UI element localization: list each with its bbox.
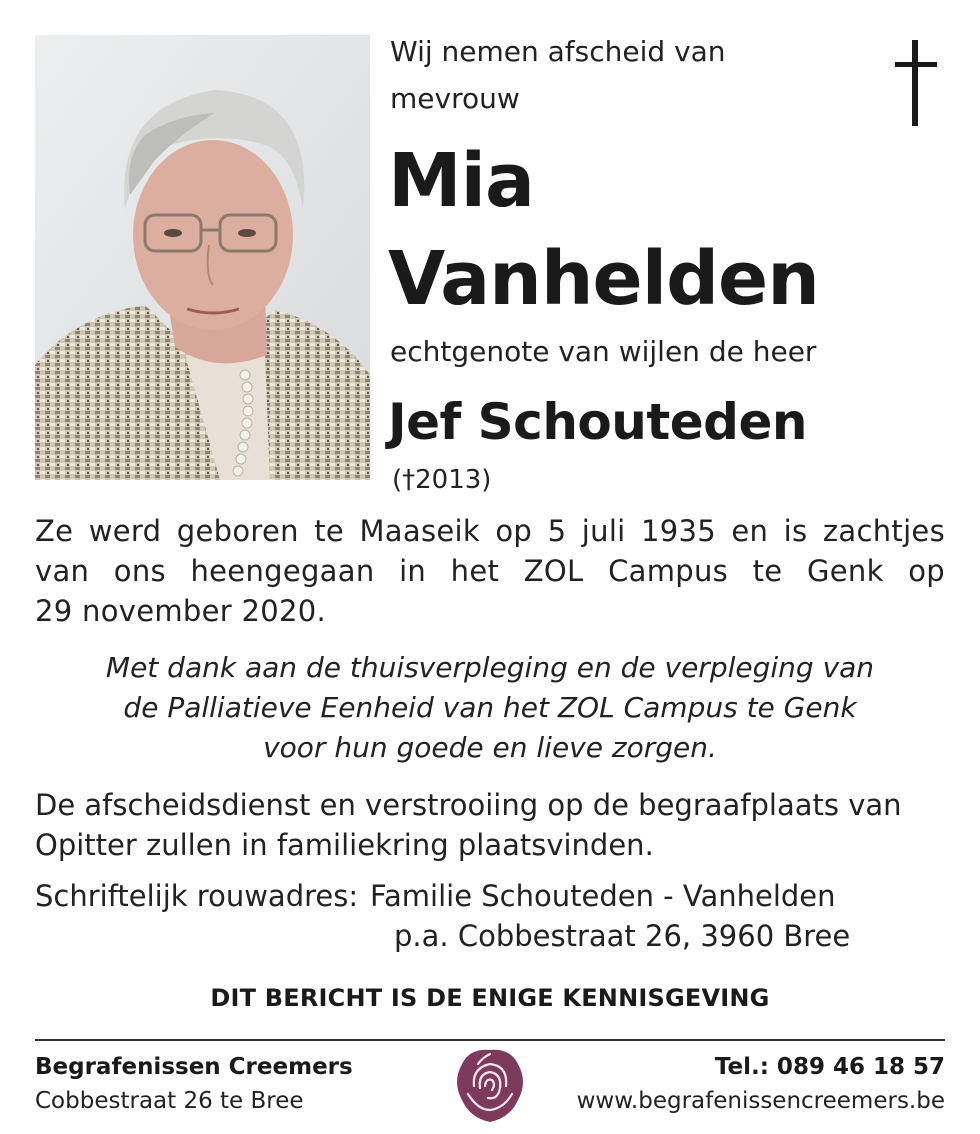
- address-line: Familie Schouteden - Vanhelden: [370, 879, 836, 913]
- rose-icon: [452, 1046, 528, 1126]
- funeral-telephone: Tel.: 089 46 18 57: [714, 1054, 945, 1080]
- paragraph-line: voor hun goede en lieve zorgen.: [263, 731, 717, 764]
- thanks-paragraph: [35, 648, 945, 768]
- intro-line: mevrouw: [390, 82, 520, 115]
- address-label: Schriftelijk rouwadres:: [35, 879, 359, 913]
- last-name: Vanhelden: [388, 236, 819, 322]
- portrait-illustration: [35, 35, 370, 480]
- funeral-company-address: Cobbestraat 26 te Bree: [35, 1088, 304, 1114]
- address-line: p.a. Cobbestraat 26, 3960 Bree: [394, 919, 851, 953]
- funeral-company-name: Begrafenissen Creemers: [35, 1054, 353, 1080]
- mourning-address: [370, 876, 850, 956]
- paragraph-line: De afscheidsdienst en verstrooiing op de begraafplaats van: [35, 788, 902, 822]
- intro-line: Wij nemen afscheid van: [390, 35, 726, 68]
- paragraph-line: Met dank aan de thuisverpleging en de verpleging van: [105, 651, 875, 684]
- birth-paragraph: [35, 511, 945, 631]
- funeral-website-link[interactable]: www.begrafenissencreemers.be: [576, 1088, 945, 1114]
- paragraph-line: 29 november 2020.: [35, 594, 327, 628]
- spouse-name: Jef Schouteden: [388, 393, 807, 451]
- deceased-name: [388, 132, 908, 328]
- relation-text: echtgenote van wijlen de heer: [390, 335, 817, 368]
- only-notice-text: DIT BERICHT IS DE ENIGE KENNISGEVING: [210, 984, 770, 1012]
- paragraph-line: Ze werd geboren te Maaseik op 5 juli 1935 en is zachtjes: [35, 514, 945, 548]
- spouse-death-year: (†2013): [392, 465, 492, 495]
- intro-text: [390, 28, 860, 122]
- footer-divider: [35, 1039, 945, 1041]
- paragraph-line: Opitter zullen in familiekring plaatsvinden.: [35, 828, 654, 862]
- service-paragraph: [35, 785, 945, 865]
- first-name: Mia: [388, 138, 534, 224]
- paragraph-line: de Palliatieve Eenheid van het ZOL Campus te Genk: [123, 691, 857, 724]
- cross-icon: [893, 40, 939, 128]
- portrait-photo: [35, 35, 370, 480]
- paragraph-line: van ons heengegaan in het ZOL Campus te Genk op: [35, 554, 945, 588]
